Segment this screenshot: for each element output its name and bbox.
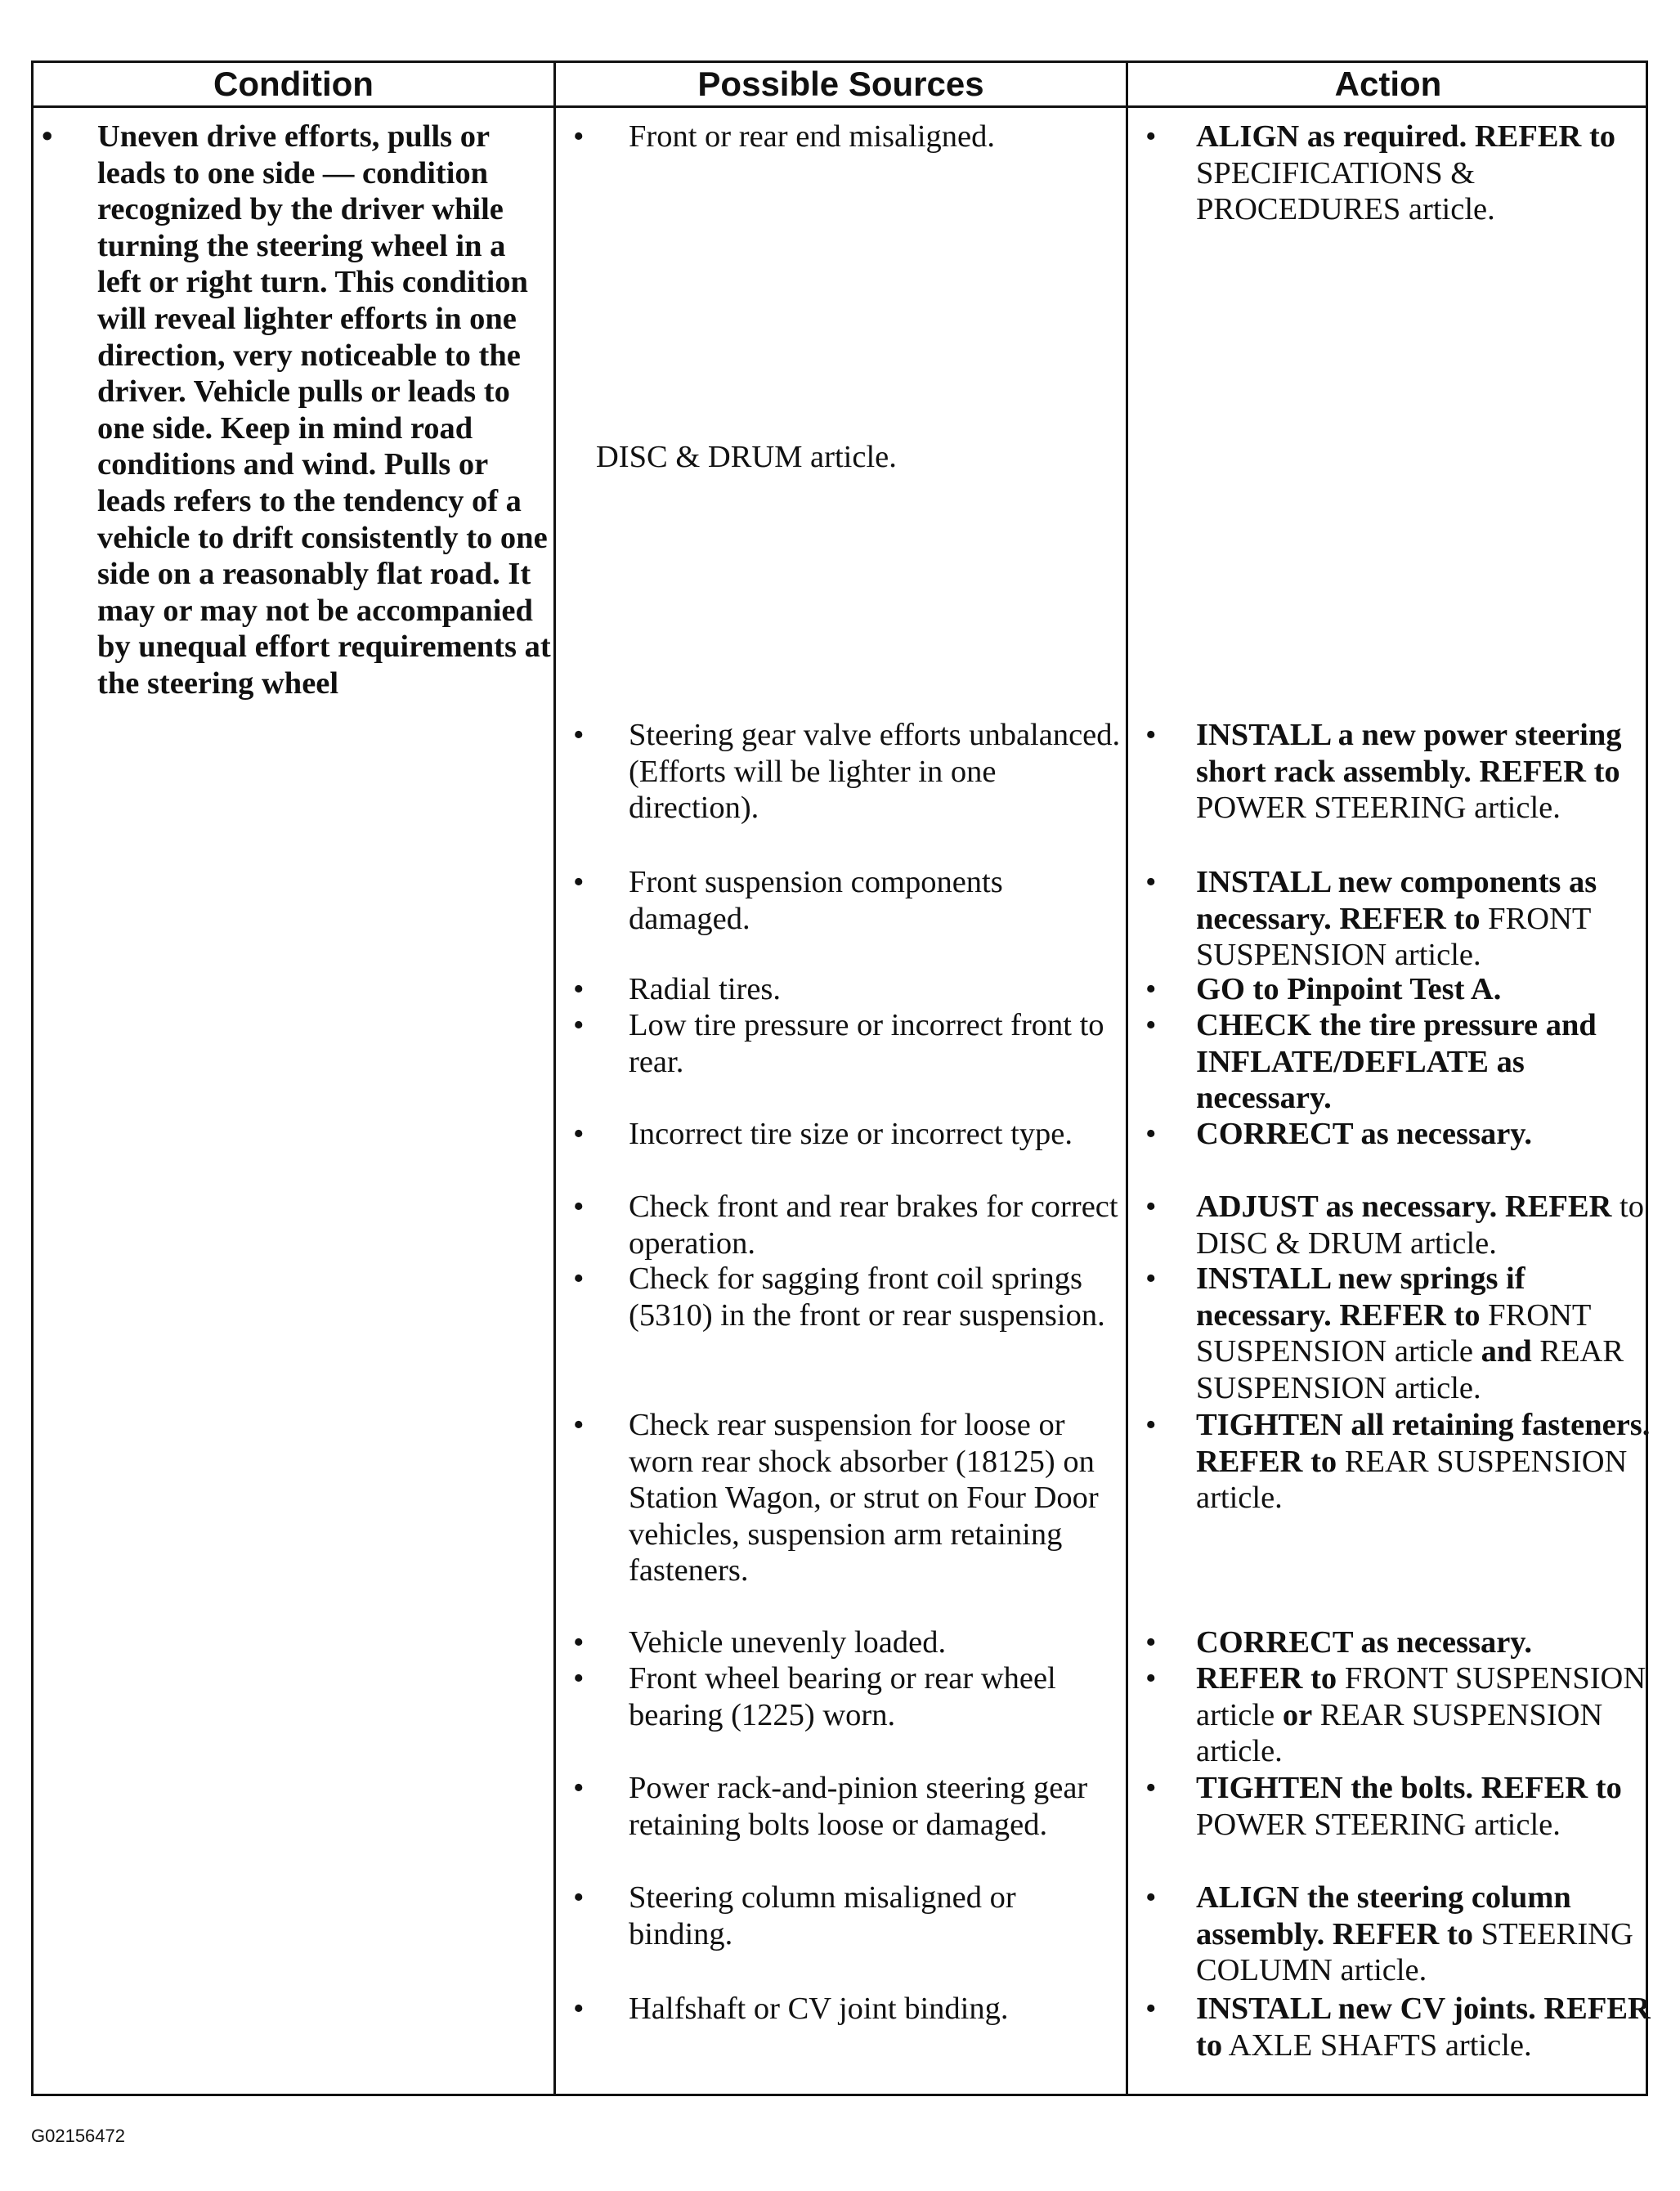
source-text: Check front and rear brakes for correct operation.: [629, 1190, 1118, 1261]
source-text: Front suspension components damaged.: [629, 865, 1003, 936]
bullet: •: [573, 1261, 585, 1296]
header-condition: Condition: [213, 65, 374, 103]
action-bold-2: or: [1282, 1697, 1313, 1732]
action-plain: AXLE SHAFTS article.: [1222, 2027, 1532, 2063]
source-text: Radial tires.: [629, 972, 782, 1006]
action-text: [1196, 971, 1654, 1008]
action-text: [1196, 1007, 1654, 1117]
action-text: [1196, 717, 1654, 827]
bullet: •: [573, 1880, 585, 1915]
action-bold: REFER to: [1196, 1661, 1337, 1696]
source-text: Halfshaft or CV joint binding.: [629, 1992, 1009, 2026]
action-plain: REAR SUSPENSION article.: [1196, 1444, 1628, 1516]
bullet: •: [1145, 1190, 1157, 1224]
action-bold: INSTALL new components as necessary. REFER to: [1196, 865, 1597, 936]
action-bold: INSTALL new CV joints. REFER to: [1196, 1992, 1651, 2063]
bullet: •: [1145, 718, 1157, 752]
source-text: Low tire pressure or incorrect front to rear.: [629, 1008, 1104, 1079]
action-plain: STEERING COLUMN article.: [1196, 1916, 1633, 1988]
bullet: •: [1145, 1771, 1157, 1805]
header-possible-sources: Possible Sources: [697, 65, 984, 103]
source-text: Vehicle unevenly loaded.: [629, 1625, 947, 1660]
bullet: •: [573, 1625, 585, 1660]
action-bold: CHECK the tire pressure and INFLATE/DEFLATE as necessary.: [1196, 1008, 1597, 1116]
action-text: [1196, 1660, 1654, 1770]
action-plain: POWER STEERING article.: [1196, 1807, 1561, 1842]
bullet: •: [573, 119, 585, 154]
bullet: •: [573, 865, 585, 899]
action-text: [1196, 864, 1654, 974]
source-text: Front wheel bearing or rear wheel bearing (1225) worn.: [629, 1661, 1056, 1732]
action-bold: TIGHTEN the bolts. REFER to: [1196, 1771, 1622, 1805]
bullet: •: [1145, 119, 1157, 154]
bullet: •: [1145, 1117, 1157, 1151]
action-bold: GO to Pinpoint Test A.: [1196, 972, 1502, 1006]
action-bold-2: and: [1481, 1334, 1532, 1369]
action-text: [1196, 1991, 1654, 2063]
bullet: •: [42, 119, 53, 154]
header-action: Action: [1334, 65, 1442, 103]
figure-id: G02156472: [31, 2126, 125, 2146]
action-text: [1196, 1189, 1654, 1261]
bullet: •: [1145, 1008, 1157, 1042]
action-bold: TIGHTEN all retaining fasteners. REFER to: [1196, 1408, 1651, 1479]
action-text: [1196, 119, 1654, 228]
bullet: •: [573, 972, 585, 1006]
action-plain: FRONT SUSPENSION article: [1196, 1297, 1591, 1369]
source-text: Check for sagging front coil springs (5310) in the front or rear suspension.: [629, 1261, 1105, 1333]
action-bold: ALIGN the steering column assembly. REFER to: [1196, 1880, 1571, 1951]
bullet: •: [573, 1008, 585, 1042]
bullet: •: [573, 1117, 585, 1151]
action-text: [1196, 1770, 1654, 1843]
bullet: •: [573, 1771, 585, 1805]
action-text: [1196, 1407, 1654, 1517]
action-plain: FRONT SUSPENSION article: [1196, 1661, 1646, 1732]
source-text: Check rear suspension for loose or worn rear shock absorber (18125) on Station Wagon, or strut on Four Door vehicles, suspension arm retaining fasteners.: [629, 1408, 1099, 1588]
action-plain: to DISC & DRUM article.: [1196, 1190, 1644, 1261]
bullet: •: [1145, 1261, 1157, 1296]
bullet: •: [1145, 1408, 1157, 1442]
action-text: [1196, 1116, 1654, 1153]
bullet: •: [1145, 972, 1157, 1006]
action-bold: CORRECT as necessary.: [1196, 1625, 1533, 1660]
action-text: [1196, 1261, 1654, 1406]
bullet: •: [1145, 1625, 1157, 1660]
source-text: Front or rear end misaligned.: [629, 119, 995, 154]
source-text: Incorrect tire size or incorrect type.: [629, 1117, 1073, 1151]
bullet: •: [1145, 1992, 1157, 2026]
action-plain: FRONT SUSPENSION article.: [1196, 901, 1591, 973]
diagnosis-table: [31, 60, 1651, 2096]
action-plain-2: REAR SUSPENSION article.: [1196, 1697, 1603, 1769]
action-bold: ADJUST as necessary. REFER: [1196, 1190, 1612, 1224]
bullet: •: [573, 718, 585, 752]
action-text: [1196, 1880, 1654, 1989]
disc-drum-note: DISC & DRUM article.: [596, 440, 897, 474]
action-plain: SPECIFICATIONS & PROCEDURES article.: [1196, 155, 1495, 227]
action-bold: INSTALL a new power steering short rack assembly. REFER to: [1196, 718, 1622, 789]
bullet: •: [1145, 1880, 1157, 1915]
action-bold: ALIGN as required. REFER to: [1196, 119, 1616, 154]
source-text: Power rack-and-pinion steering gear retaining bolts loose or damaged.: [629, 1771, 1088, 1842]
source-text: Steering gear valve efforts unbalanced. (Efforts will be lighter in one direction).: [629, 718, 1121, 826]
action-text: [1196, 1624, 1654, 1661]
bullet: •: [573, 1408, 585, 1442]
action-plain: POWER STEERING article.: [1196, 791, 1561, 826]
bullet: •: [1145, 1661, 1157, 1696]
action-plain-2: REAR SUSPENSION article.: [1196, 1334, 1624, 1405]
bullet: •: [573, 1661, 585, 1696]
bullet: •: [573, 1190, 585, 1224]
source-text: Steering column misaligned or binding.: [629, 1880, 1016, 1951]
bullet: •: [1145, 865, 1157, 899]
action-bold: INSTALL new springs if necessary. REFER to: [1196, 1261, 1525, 1333]
action-bold: CORRECT as necessary.: [1196, 1117, 1533, 1151]
bullet: •: [573, 1992, 585, 2026]
condition-text: Uneven drive efforts, pulls or leads to one side — condition recognized by the driver while turning the steering wheel in a left or right turn. This condition will reveal lighter efforts in one direction, very noticeable to the driver. Vehicle pulls or leads to one side. Keep in mind road conditions and wind. Pulls or leads refers to the tendency of a vehicle to drift consistently to one side on a reasonably flat road. It may or may not be accompanied by unequal effort requirements at the steering wheel: [97, 119, 551, 701]
header-divider: [34, 105, 1646, 108]
